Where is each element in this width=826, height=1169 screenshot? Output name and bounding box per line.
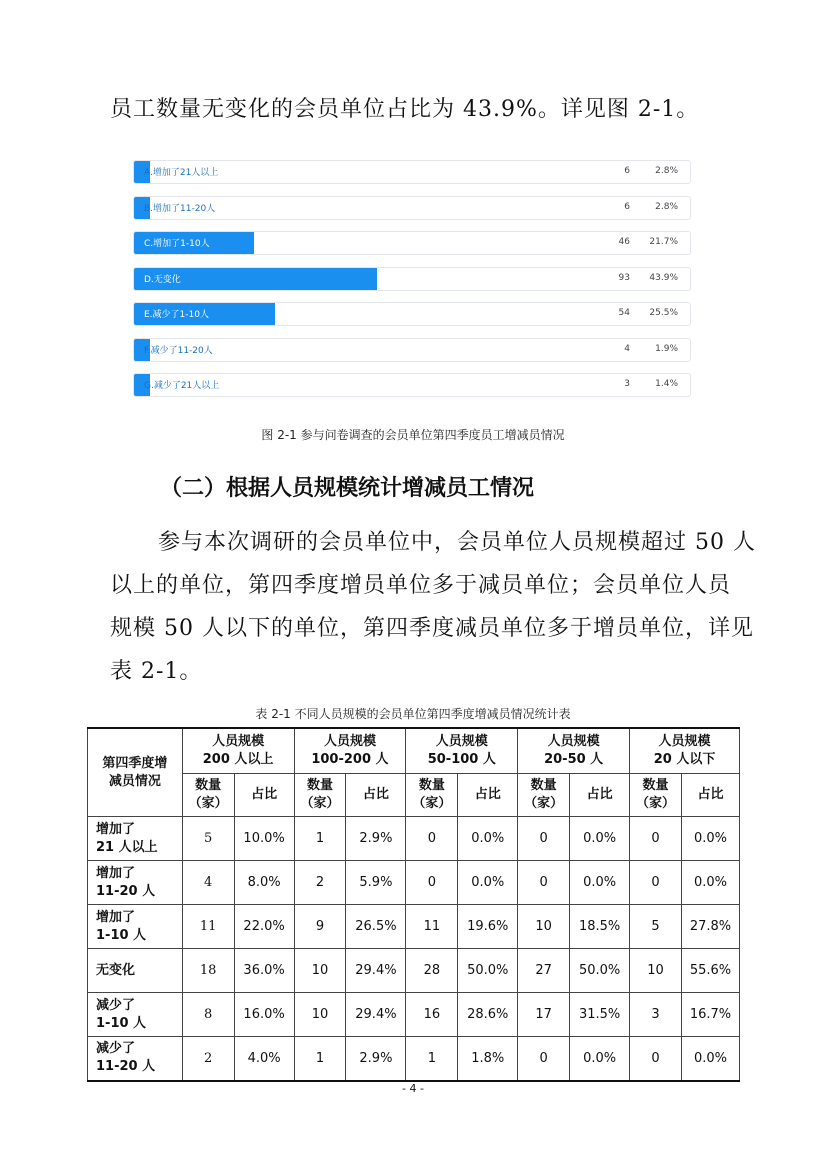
group-header: 人员规模 200 人以上 xyxy=(182,728,294,774)
chart-count-label: 6 xyxy=(624,166,630,176)
count-cell: 0 xyxy=(406,861,458,905)
count-cell: 0 xyxy=(630,817,682,861)
chart-percent-label: 21.7% xyxy=(649,237,678,247)
count-cell: 0 xyxy=(518,817,570,861)
percent-cell: 2.9% xyxy=(346,817,406,861)
chart-count-label: 46 xyxy=(618,237,630,247)
percent-cell: 0.0% xyxy=(570,861,630,905)
chart-count-label: 6 xyxy=(624,201,630,212)
chart-percent-label: 1.9% xyxy=(655,343,678,354)
row-label: 增加了 21 人以上 xyxy=(88,817,183,861)
percent-cell: 29.4% xyxy=(346,949,406,993)
percent-cell: 31.5% xyxy=(570,993,630,1037)
count-cell: 11 xyxy=(406,905,458,949)
percent-cell: 26.5% xyxy=(346,905,406,949)
percent-cell: 16.0% xyxy=(234,993,294,1037)
count-cell: 1 xyxy=(294,1037,346,1081)
corner-label-line: 减员情况 xyxy=(108,773,161,789)
percent-cell: 55.6% xyxy=(682,949,740,993)
percent-cell: 22.0% xyxy=(234,905,294,949)
percent-cell: 0.0% xyxy=(682,817,740,861)
row-label: 增加了 1-10 人 xyxy=(88,905,183,949)
chart-category-label: G.减少了21人以上 xyxy=(144,381,220,391)
count-cell: 1 xyxy=(406,1037,458,1081)
row-label: 无变化 xyxy=(88,949,183,993)
percent-header: 占比 xyxy=(570,774,630,817)
count-cell: 16 xyxy=(406,993,458,1037)
percent-cell: 4.0% xyxy=(234,1037,294,1081)
group-header: 人员规模 100-200 人 xyxy=(294,728,406,774)
chart-category-label: A.增加了21人以上 xyxy=(144,168,219,178)
percent-cell: 28.6% xyxy=(458,993,518,1037)
percent-cell: 1.8% xyxy=(458,1037,518,1081)
row-label: 增加了 11-20 人 xyxy=(88,861,183,905)
table-caption: 表 2-1 不同人员规模的会员单位第四季度增减员情况统计表 xyxy=(255,707,571,721)
corner-header xyxy=(88,728,183,817)
percent-cell: 10.0% xyxy=(234,817,294,861)
body-line: 参与本次调研的会员单位中，会员单位人员规模超过 50 人 xyxy=(158,530,756,555)
percent-cell: 27.8% xyxy=(682,905,740,949)
percent-cell: 8.0% xyxy=(234,861,294,905)
percent-cell: 0.0% xyxy=(458,817,518,861)
percent-cell: 0.0% xyxy=(682,1037,740,1081)
count-cell: 0 xyxy=(630,1037,682,1081)
figure-caption: 图 2-1 参与问卷调查的会员单位第四季度员工增减员情况 xyxy=(261,428,565,442)
count-header: 数量 （家） xyxy=(182,774,234,817)
count-cell: 1 xyxy=(294,817,346,861)
table-row xyxy=(88,949,740,993)
percent-cell: 0.0% xyxy=(458,861,518,905)
group-header: 人员规模 20-50 人 xyxy=(518,728,630,774)
count-cell: 0 xyxy=(406,817,458,861)
count-header: 数量 （家） xyxy=(518,774,570,817)
chart-bar-row xyxy=(133,302,691,326)
count-header: 数量 （家） xyxy=(630,774,682,817)
percent-cell: 0.0% xyxy=(682,861,740,905)
count-cell: 0 xyxy=(518,861,570,905)
page-number: - 4 - xyxy=(402,1082,424,1095)
chart-bar-row xyxy=(133,196,691,220)
percent-cell: 50.0% xyxy=(570,949,630,993)
chart-percent-label: 25.5% xyxy=(649,308,678,318)
chart-category-label: F.减少了11-20人 xyxy=(144,345,213,356)
count-cell: 5 xyxy=(182,817,234,861)
percent-cell: 19.6% xyxy=(458,905,518,949)
body-line: 规模 50 人以下的单位，第四季度减员单位多于增员单位，详见 xyxy=(110,616,754,641)
count-cell: 9 xyxy=(294,905,346,949)
count-cell: 0 xyxy=(630,861,682,905)
count-cell: 17 xyxy=(518,993,570,1037)
chart-count-label: 54 xyxy=(618,308,630,318)
table-row xyxy=(88,993,740,1037)
body-line: 以上的单位，第四季度增员单位多于减员单位；会员单位人员 xyxy=(110,573,732,598)
chart-percent-label: 1.4% xyxy=(655,379,678,389)
percent-cell: 18.5% xyxy=(570,905,630,949)
chart-category-label: E.减少了1-10人 xyxy=(144,310,209,320)
section-heading: （二）根据人员规模统计增减员工情况 xyxy=(160,476,535,501)
data-table xyxy=(87,727,740,1082)
count-cell: 4 xyxy=(182,861,234,905)
percent-cell: 0.0% xyxy=(570,1037,630,1081)
table-row xyxy=(88,905,740,949)
count-cell: 10 xyxy=(630,949,682,993)
count-header: 数量 （家） xyxy=(406,774,458,817)
chart-category-label: D.无变化 xyxy=(144,274,181,285)
percent-header: 占比 xyxy=(346,774,406,817)
corner-label-line: 第四季度增 xyxy=(102,755,168,771)
chart-percent-label: 43.9% xyxy=(649,272,678,283)
chart-category-label: B.增加了11-20人 xyxy=(144,203,216,214)
count-cell: 27 xyxy=(518,949,570,993)
chart-bar-row xyxy=(133,373,691,397)
percent-cell: 0.0% xyxy=(570,817,630,861)
group-header: 人员规模 50-100 人 xyxy=(406,728,518,774)
percent-cell: 36.0% xyxy=(234,949,294,993)
count-cell: 5 xyxy=(630,905,682,949)
percent-cell: 5.9% xyxy=(346,861,406,905)
percent-header: 占比 xyxy=(234,774,294,817)
chart-bar-row xyxy=(133,267,691,291)
percent-header: 占比 xyxy=(682,774,740,817)
count-cell: 0 xyxy=(518,1037,570,1081)
row-label: 减少了 1-10 人 xyxy=(88,993,183,1037)
count-cell: 3 xyxy=(630,993,682,1037)
group-header: 人员规模 20 人以下 xyxy=(630,728,740,774)
count-header: 数量 （家） xyxy=(294,774,346,817)
percent-cell: 50.0% xyxy=(458,949,518,993)
count-cell: 2 xyxy=(182,1037,234,1081)
chart-bar-row xyxy=(133,338,691,362)
chart-percent-label: 2.8% xyxy=(655,201,678,212)
table-row xyxy=(88,817,740,861)
chart-category-label: C.增加了1-10人 xyxy=(144,239,210,249)
count-cell: 2 xyxy=(294,861,346,905)
table-row xyxy=(88,861,740,905)
count-cell: 28 xyxy=(406,949,458,993)
count-cell: 8 xyxy=(182,993,234,1037)
percent-cell: 2.9% xyxy=(346,1037,406,1081)
chart-count-label: 93 xyxy=(618,272,630,283)
chart-percent-label: 2.8% xyxy=(655,166,678,176)
percent-header: 占比 xyxy=(458,774,518,817)
count-cell: 11 xyxy=(182,905,234,949)
intro-line: 员工数量无变化的会员单位占比为 43.9%。详见图 2-1。 xyxy=(110,97,700,122)
count-cell: 10 xyxy=(294,993,346,1037)
body-line: 表 2-1。 xyxy=(110,659,203,684)
table-row xyxy=(88,1037,740,1081)
chart-bar-row xyxy=(133,231,691,255)
percent-cell: 16.7% xyxy=(682,993,740,1037)
percent-cell: 29.4% xyxy=(346,993,406,1037)
chart-bar-row xyxy=(133,160,691,184)
count-cell: 18 xyxy=(182,949,234,993)
chart-count-label: 3 xyxy=(624,379,630,389)
bar-chart xyxy=(133,160,693,395)
chart-count-label: 4 xyxy=(624,343,630,354)
count-cell: 10 xyxy=(294,949,346,993)
count-cell: 10 xyxy=(518,905,570,949)
row-label: 减少了 11-20 人 xyxy=(88,1037,183,1081)
